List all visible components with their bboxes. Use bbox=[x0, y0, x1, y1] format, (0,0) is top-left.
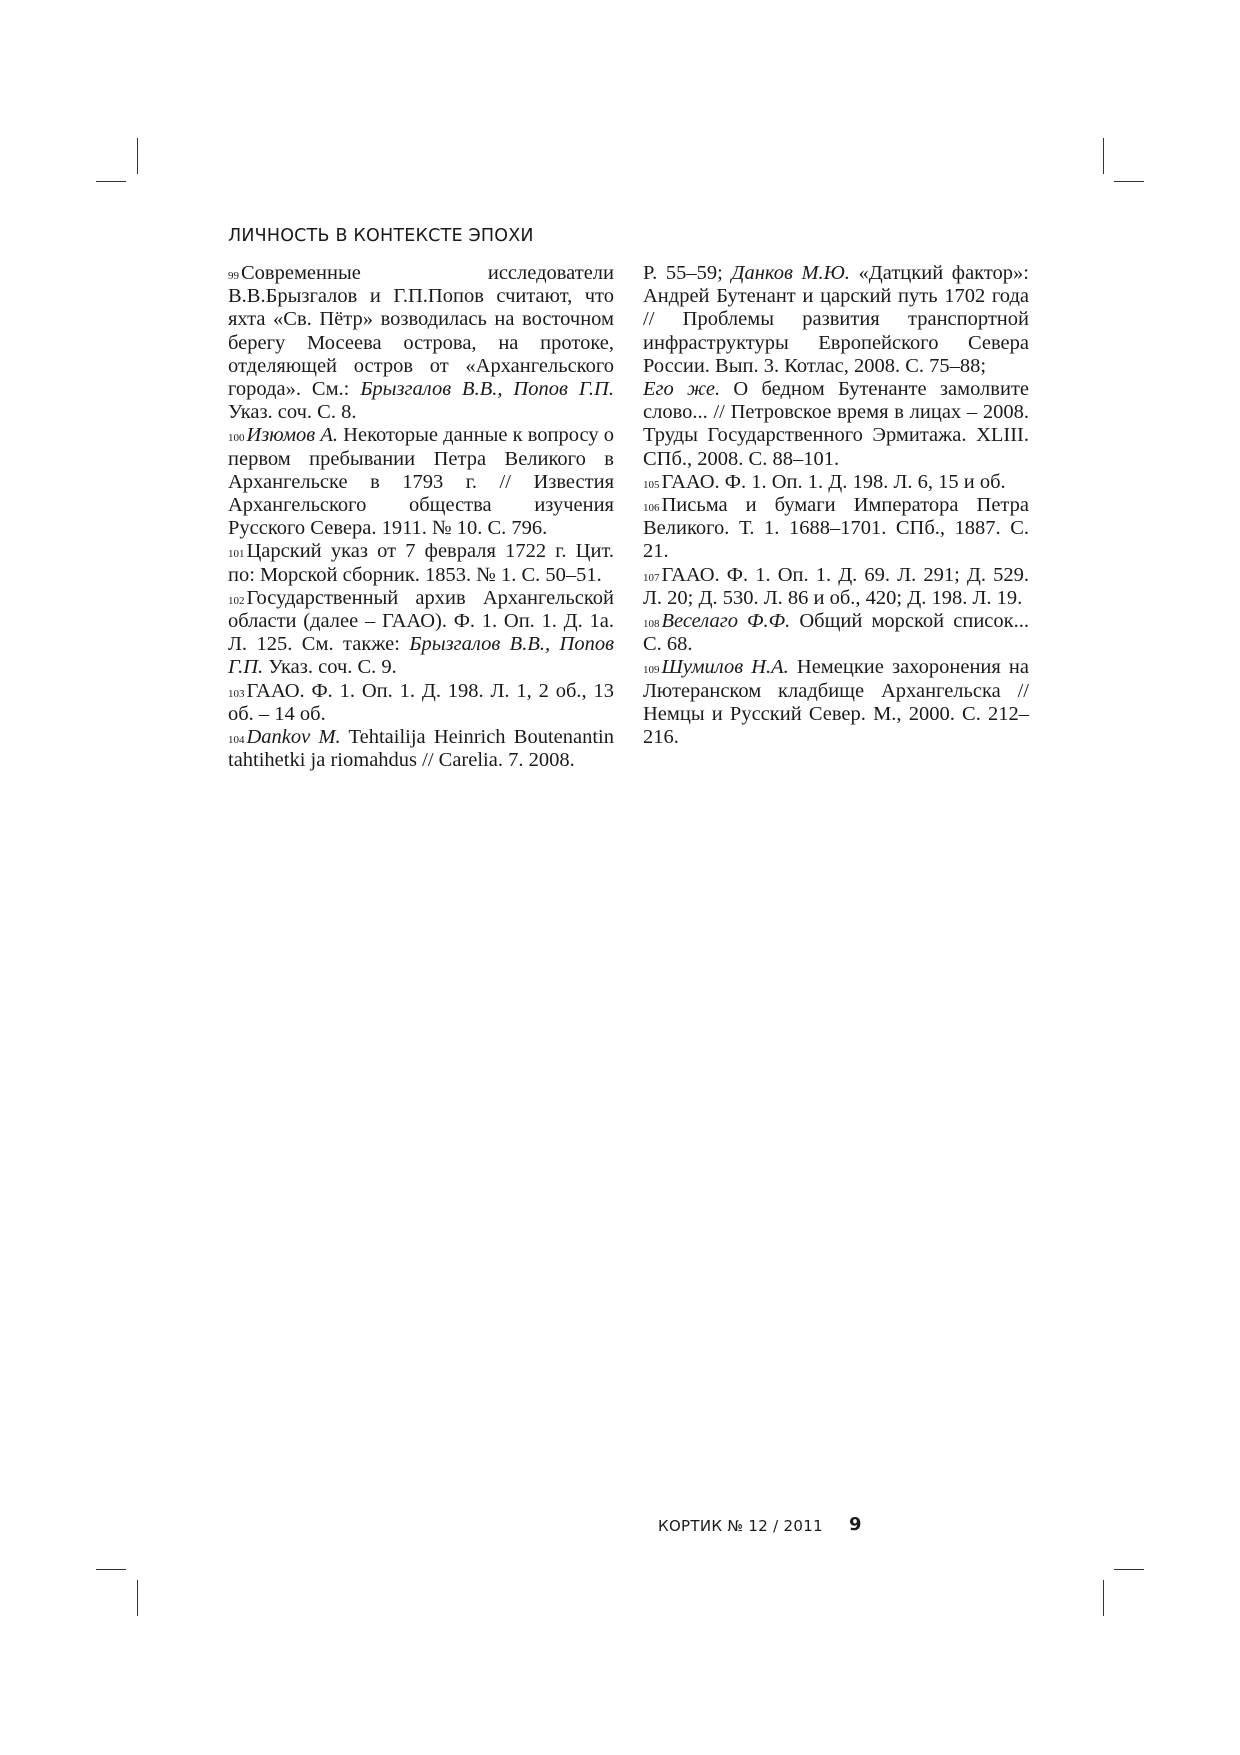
footnote-number: 100 bbox=[228, 432, 245, 445]
footnote-text: Немецкие захоронения на Лютеранском кладбище Архангельска // Немцы и Русский Север. М., 2000. С. 212–216. bbox=[643, 656, 1029, 749]
footnote-number: 106 bbox=[643, 502, 660, 515]
footnote-text: Tehtailija Heinrich Boutenantin tahtihetki ja riomahdus // Carelia. 7. 2008. bbox=[228, 726, 614, 772]
footnote-author: Брызгалов В.В., Попов Г.П. bbox=[228, 633, 614, 679]
footnote-author: Данков М.Ю. bbox=[731, 262, 850, 284]
footnote bbox=[643, 378, 1029, 471]
footnote-author: Веселаго Ф.Ф. bbox=[661, 610, 791, 633]
footnote bbox=[643, 262, 1029, 378]
footnote bbox=[643, 471, 1029, 494]
crop-mark-bottom-left-h bbox=[96, 1569, 126, 1570]
footnote-author: Брызгалов В.В., Попов Г.П. bbox=[360, 378, 614, 401]
footnote-text: Общий морской список... С. 68. bbox=[643, 610, 1029, 656]
running-head: ЛИЧНОСТЬ В КОНТЕКСТЕ ЭПОХИ bbox=[228, 226, 534, 246]
footnote-number: 107 bbox=[643, 571, 660, 584]
footnotes-right-column bbox=[643, 262, 1029, 749]
footnote bbox=[228, 587, 614, 680]
footnote-number: 109 bbox=[643, 664, 660, 677]
footnote bbox=[228, 680, 614, 726]
footnote bbox=[643, 656, 1029, 749]
footnote-number: 99 bbox=[228, 270, 239, 282]
footnote bbox=[228, 726, 614, 772]
footnote-author: Изюмов А. bbox=[246, 424, 339, 447]
footnote-text: Письма и бумаги Императора Петра Великого. Т. 1. 1688–1701. СПб., 1887. С. 21. bbox=[643, 494, 1029, 563]
crop-mark-bottom-right-v bbox=[1103, 1580, 1104, 1616]
footnote-author: Dankov M. bbox=[246, 726, 341, 749]
footnote-number: 101 bbox=[228, 548, 245, 561]
footnote-text: ГААО. Ф. 1. Оп. 1. Д. 69. Л. 291; Д. 529. Л. 20; Д. 530. Л. 86 и об., 420; Д. 198. Л. 19. bbox=[643, 563, 1029, 609]
crop-mark-top-right-v bbox=[1103, 138, 1104, 174]
footnote-text: Государственный архив Архангельской области (далее – ГААО). Ф. 1. Оп. 1. Д. 1а. Л. 125. См. также: bbox=[228, 586, 614, 656]
footnote bbox=[228, 424, 614, 540]
page-number: 9 bbox=[849, 1514, 862, 1535]
footnote bbox=[643, 610, 1029, 656]
footnote-text: «Датцкий фактор»: Андрей Бутенант и царский путь 1702 года // Проблемы развития транспортной инфраструктуры Европейского Севера России. Вып. 3. Котлас, 2008. С. 75–88; bbox=[643, 262, 1029, 377]
footnote bbox=[643, 564, 1029, 610]
journal-footer: КОРТИК № 12 / 2011 bbox=[658, 1517, 823, 1535]
footnote bbox=[643, 494, 1029, 564]
footnote-author: Его же. bbox=[643, 378, 721, 401]
footnote-number: 105 bbox=[643, 478, 660, 491]
crop-mark-top-left-v bbox=[137, 138, 138, 174]
footnote-number: 102 bbox=[228, 594, 245, 607]
footnote-text: Современные исследователи В.В.Брызгалов и Г.П.Попов считают, что яхта «Св. Пётр» возводилась на восточном берегу Мосеева острова, на протоке, отделяющей остров от «Архангельского города». См.: bbox=[228, 262, 614, 401]
footnote-number: 108 bbox=[643, 618, 660, 631]
footnote-text: Царский указ от 7 февраля 1722 г. Цит. по: Морской сборник. 1853. № 1. С. 50–51. bbox=[228, 540, 614, 586]
footnotes-left-column bbox=[228, 262, 614, 772]
footnote-text: ГААО. Ф. 1. Оп. 1. Д. 198. Л. 6, 15 и об. bbox=[661, 470, 1006, 493]
footnote bbox=[228, 540, 614, 586]
crop-mark-top-right-h bbox=[1114, 181, 1144, 182]
crop-mark-bottom-left-v bbox=[137, 1580, 138, 1616]
footnote-author: Шумилов Н.А. bbox=[661, 656, 789, 679]
footnote-text: Указ. соч. С. 8. bbox=[228, 401, 357, 424]
footnote-text: P. 55–59; bbox=[643, 262, 732, 284]
footnote-text: Некоторые данные к вопросу о первом пребывании Петра Великого в Архангельске в 1793 г. // Известия Архангельского общества изучения Русского Севера. 1911. № 10. С. 796. bbox=[228, 424, 615, 540]
footnote-number: 104 bbox=[228, 734, 245, 747]
footnote-number: 103 bbox=[228, 687, 245, 700]
footnote-text: О бедном Бутенанте замолвите слово... // Петровское время в лицах – 2008. Труды Государственного Эрмитажа. XLIII. СПб., 2008. С. 88–101. bbox=[643, 378, 1029, 470]
footnote bbox=[228, 262, 614, 424]
footnote-text: Указ. соч. С. 9. bbox=[263, 656, 397, 679]
crop-mark-top-left-h bbox=[96, 181, 126, 182]
footnote-text: ГААО. Ф. 1. Оп. 1. Д. 198. Л. 1, 2 об., 13 об. – 14 об. bbox=[228, 679, 614, 725]
crop-mark-bottom-right-h bbox=[1114, 1569, 1144, 1570]
